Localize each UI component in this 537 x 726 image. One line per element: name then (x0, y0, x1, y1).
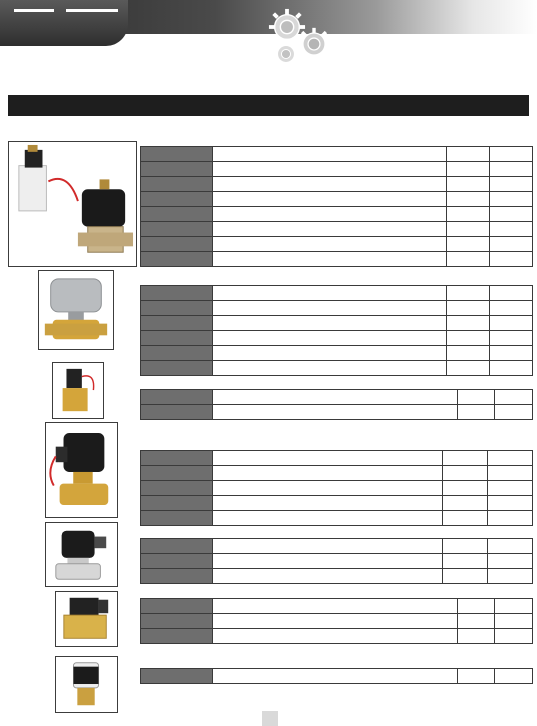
page-number-tab (262, 711, 278, 726)
table-row (141, 301, 533, 316)
spec-table-6 (140, 598, 533, 644)
gear-icon (273, 41, 299, 67)
table-row (141, 669, 533, 684)
product-image-motorized-valve (38, 270, 114, 350)
table-row (141, 162, 533, 177)
spec-table-5 (140, 538, 533, 584)
spec-table-7 (140, 668, 533, 684)
spec-table-3 (140, 389, 533, 420)
table-row (141, 331, 533, 346)
table-row (141, 614, 533, 629)
product-image-stainless-solenoid (45, 522, 118, 587)
gear-icon (297, 27, 331, 61)
section-title-bar (8, 95, 529, 116)
spec-table-4 (140, 450, 533, 526)
table-row (141, 192, 533, 207)
header-tab (0, 0, 128, 46)
table-row (141, 539, 533, 554)
table-row (141, 451, 533, 466)
table-row (141, 554, 533, 569)
table-row (141, 147, 533, 162)
table-row (141, 496, 533, 511)
table-row (141, 222, 533, 237)
table-row (141, 511, 533, 526)
tab-line-right (66, 9, 118, 12)
product-image-compact-brass (55, 591, 118, 647)
product-image-brass-solenoid (45, 422, 118, 518)
spec-table-2 (140, 285, 533, 376)
table-row (141, 481, 533, 496)
product-image-mini-solenoid (52, 362, 104, 419)
table-row (141, 207, 533, 222)
table-row (141, 599, 533, 614)
spec-table-1 (140, 146, 533, 267)
table-row (141, 629, 533, 644)
product-image-small-coil (55, 656, 118, 713)
table-row (141, 177, 533, 192)
table-row (141, 346, 533, 361)
table-row (141, 466, 533, 481)
table-row (141, 286, 533, 301)
product-image-solenoid-valve (8, 141, 137, 267)
table-row (141, 252, 533, 267)
tab-line-left (14, 9, 54, 12)
table-row (141, 316, 533, 331)
table-row (141, 390, 533, 405)
table-row (141, 361, 533, 376)
table-row (141, 405, 533, 420)
table-row (141, 237, 533, 252)
table-row (141, 569, 533, 584)
